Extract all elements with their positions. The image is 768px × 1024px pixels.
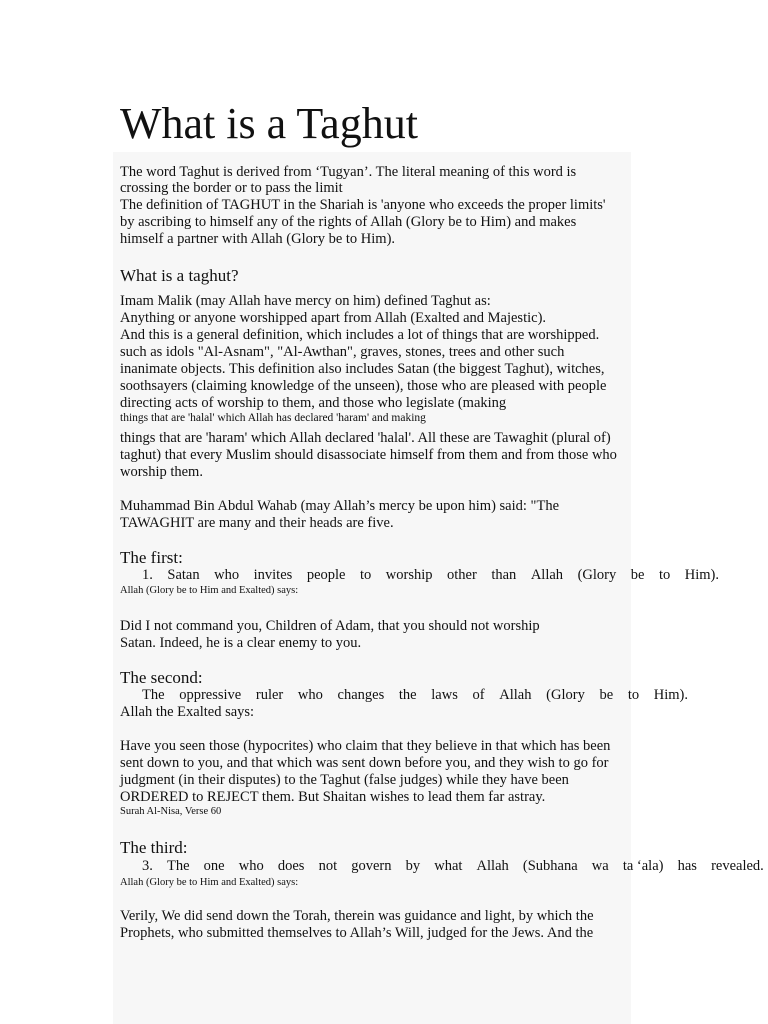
second-quote-line-2: sent down to you, and that which was sent down before you, and they wish to go for bbox=[120, 755, 609, 771]
item-word: (Glory bbox=[577, 567, 617, 583]
item-word: one bbox=[203, 858, 225, 874]
item-word: revealed. bbox=[711, 858, 764, 874]
section1-line-6: soothsayers (claiming knowledge of the unseen), those who are pleased with people bbox=[120, 378, 607, 394]
item-word: who bbox=[214, 567, 240, 583]
section1-line-9: things that are 'haram' which Allah declared 'halal'. All these are Tawaghit (plural of) bbox=[120, 430, 611, 446]
section1-line-5: inanimate objects. This definition also includes Satan (the biggest Taghut), witches, bbox=[120, 361, 605, 377]
item-word: oppressive bbox=[179, 687, 242, 703]
item-word: people bbox=[306, 567, 346, 583]
item-word: what bbox=[434, 858, 463, 874]
item-word: wa bbox=[591, 858, 609, 874]
heading-the-second: The second: bbox=[120, 668, 203, 687]
item-word: (Glory bbox=[546, 687, 585, 703]
item-word: the bbox=[398, 687, 417, 703]
item-word: Satan bbox=[167, 567, 200, 583]
intro-line-3: The definition of TAGHUT in the Shariah is 'anyone who exceeds the proper limits' bbox=[120, 197, 606, 213]
item-word: 3. bbox=[142, 858, 153, 874]
item-word: of bbox=[472, 687, 485, 703]
item-word: ta ‘ala) bbox=[622, 858, 664, 874]
intro-line-1: The word Taghut is derived from ‘Tugyan’. The literal meaning of this word is bbox=[120, 164, 577, 180]
section1-line-1: Imam Malik (may Allah have mercy on him) defined Taghut as: bbox=[120, 293, 491, 309]
item-word: laws bbox=[431, 687, 458, 703]
second-quote-line-1: Have you seen those (hypocrites) who claim that they believe in that which has been bbox=[120, 738, 611, 754]
first-item bbox=[142, 567, 719, 584]
second-quote-line-3: judgment (in their disputes) to the Taghut (false judges) while they have been bbox=[120, 772, 569, 788]
section1-line-8: things that are 'halal' which Allah has declared 'haram' and making bbox=[120, 412, 426, 424]
item-word: to bbox=[627, 687, 640, 703]
item-word: 1. bbox=[142, 567, 153, 583]
intro-line-2: crossing the border or to pass the limit bbox=[120, 180, 343, 196]
section-heading-what-is-taghut: What is a taghut? bbox=[120, 266, 239, 285]
first-quote-line-1: Did I not command you, Children of Adam, that you should not worship bbox=[120, 618, 540, 634]
section1-line-12: Muhammad Bin Abdul Wahab (may Allah’s mercy be upon him) said: "The bbox=[120, 498, 560, 514]
item-word: who bbox=[238, 858, 264, 874]
item-word: not bbox=[318, 858, 338, 874]
second-says: Allah the Exalted says: bbox=[120, 704, 255, 720]
section1-line-2: Anything or anyone worshipped apart from Allah (Exalted and Majestic). bbox=[120, 310, 547, 326]
item-word: The bbox=[167, 858, 190, 874]
third-item bbox=[142, 858, 764, 875]
intro-line-5: himself a partner with Allah (Glory be to Him). bbox=[120, 231, 396, 247]
item-word: govern bbox=[351, 858, 392, 874]
first-quote-line-2: Satan. Indeed, he is a clear enemy to you. bbox=[120, 635, 362, 651]
second-reference: Surah Al-Nisa, Verse 60 bbox=[120, 806, 222, 817]
item-word: has bbox=[677, 858, 697, 874]
item-word: does bbox=[277, 858, 305, 874]
item-word: Allah bbox=[476, 858, 509, 874]
item-word: other bbox=[447, 567, 477, 583]
item-word: (Subhana bbox=[522, 858, 578, 874]
item-word: Him). bbox=[653, 687, 688, 703]
item-word: who bbox=[297, 687, 323, 703]
section1-line-10: taghut) that every Muslim should disassociate himself from them and from those who bbox=[120, 447, 617, 463]
item-word: to bbox=[359, 567, 372, 583]
heading-the-third: The third: bbox=[120, 838, 188, 857]
item-word: by bbox=[405, 858, 421, 874]
item-word: Allah bbox=[530, 567, 564, 583]
item-word: invites bbox=[253, 567, 293, 583]
section1-line-7: directing acts of worship to them, and those who legislate (making bbox=[120, 395, 507, 411]
item-word: The bbox=[142, 687, 165, 703]
item-word: be bbox=[599, 687, 614, 703]
item-word: Him). bbox=[684, 567, 719, 583]
item-word: be bbox=[630, 567, 645, 583]
item-word: ruler bbox=[255, 687, 284, 703]
first-says: Allah (Glory be to Him and Exalted) says: bbox=[120, 585, 299, 596]
second-item bbox=[142, 687, 688, 704]
section1-line-3: And this is a general definition, which includes a lot of things that are worshipped. bbox=[120, 327, 600, 343]
item-word: worship bbox=[385, 567, 433, 583]
intro-line-4: by ascribing to himself any of the rights of Allah (Glory be to Him) and makes bbox=[120, 214, 577, 230]
item-word: Allah bbox=[499, 687, 532, 703]
item-word: to bbox=[658, 567, 671, 583]
page-title: What is a Taghut bbox=[120, 99, 418, 148]
item-word: than bbox=[491, 567, 517, 583]
third-quote-line-1: Verily, We did send down the Torah, therein was guidance and light, by which the bbox=[120, 908, 594, 924]
heading-the-first: The first: bbox=[120, 548, 183, 567]
third-says: Allah (Glory be to Him and Exalted) says: bbox=[120, 877, 299, 888]
second-quote-line-4: ORDERED to REJECT them. But Shaitan wishes to lead them far astray. bbox=[120, 789, 546, 805]
section1-line-4: such as idols "Al-Asnam", "Al-Awthan", graves, stones, trees and other such bbox=[120, 344, 565, 360]
section1-line-13: TAWAGHIT are many and their heads are five. bbox=[120, 515, 394, 531]
item-word: changes bbox=[337, 687, 385, 703]
section1-line-11: worship them. bbox=[120, 464, 203, 480]
third-quote-line-2: Prophets, who submitted themselves to Allah’s Will, judged for the Jews. And the bbox=[120, 925, 594, 941]
